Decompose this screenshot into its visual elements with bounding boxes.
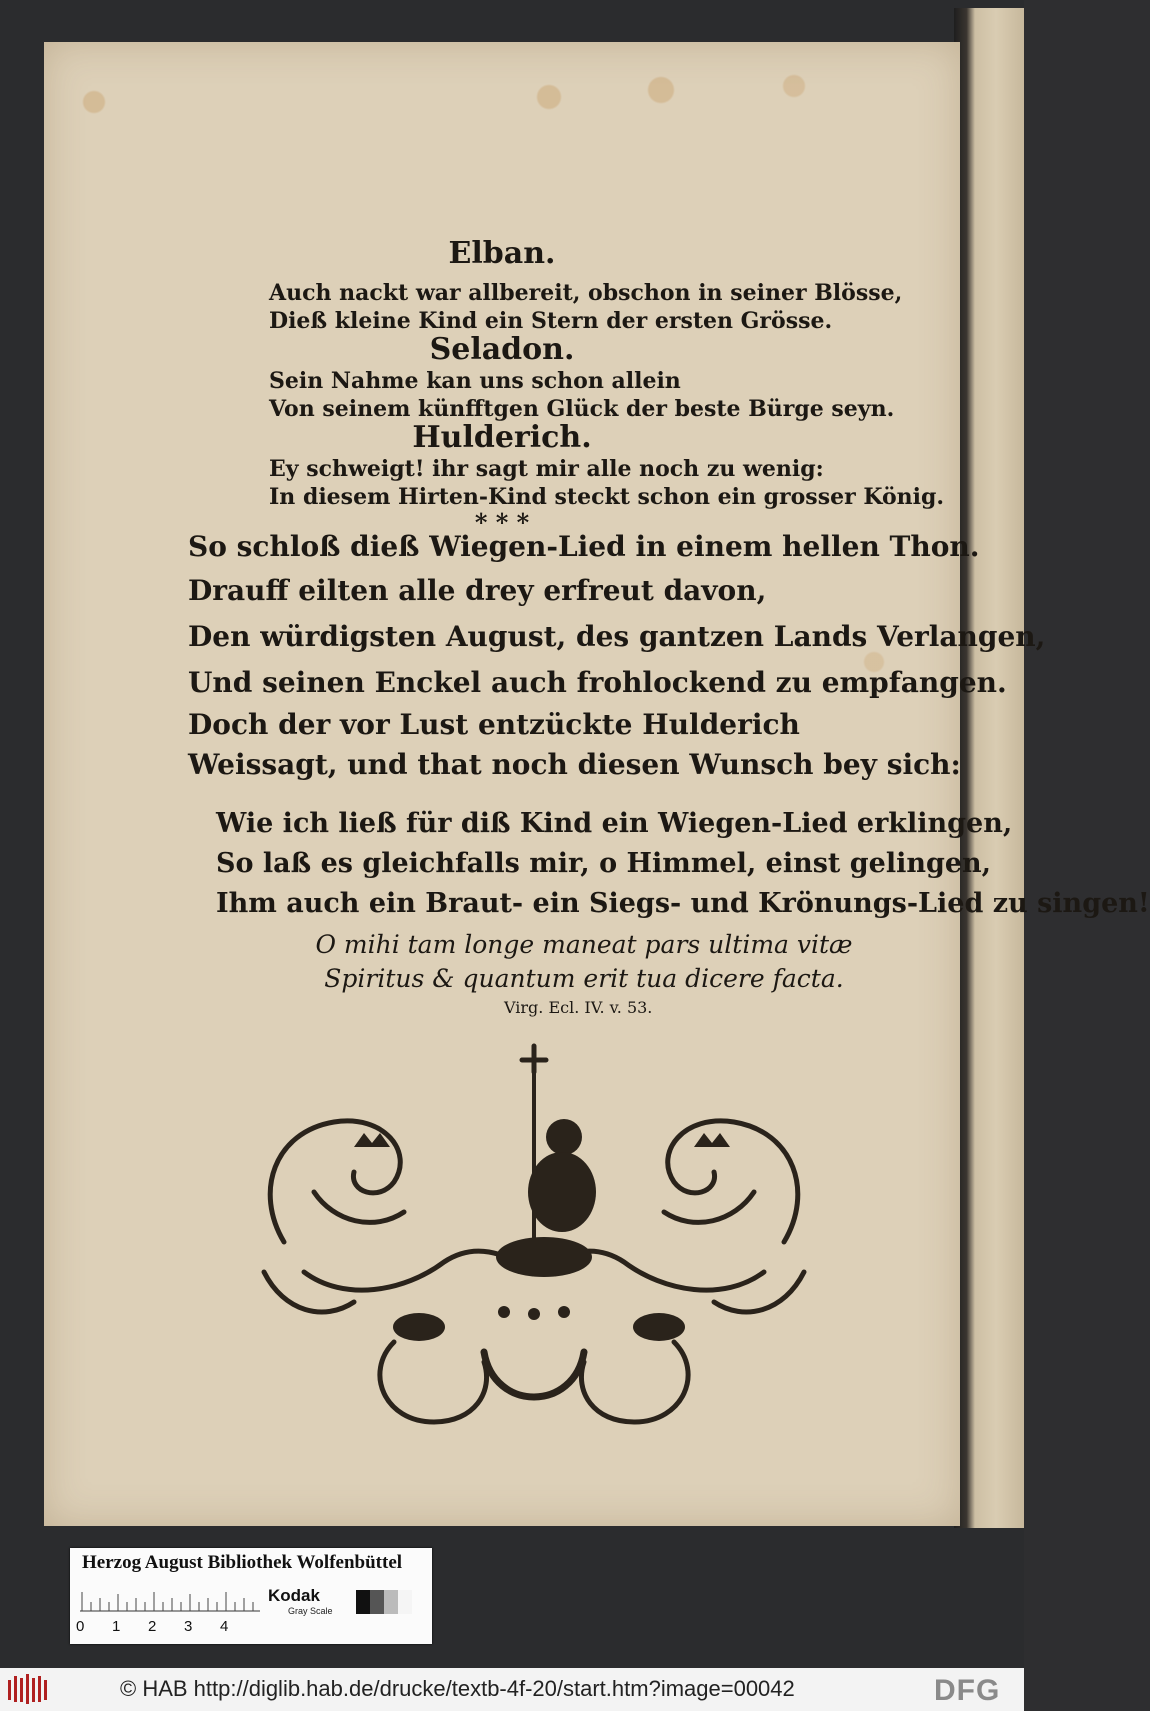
dialog-line: In diesem Hirten-Kind steckt schon ein grosser König. <box>269 484 945 510</box>
speaker-hulderich: Hulderich. <box>412 420 592 455</box>
latin-quote-line: Spiritus & quantum erit tua dicere facta. <box>324 964 844 993</box>
gray-patch <box>370 1590 384 1614</box>
wish-line: Wie ich ließ für diß Kind ein Wiegen-Lied erklingen, <box>216 808 1013 839</box>
verse-line: Drauff eilten alle drey erfreut davon, <box>188 574 767 607</box>
page-edge <box>954 8 1024 1528</box>
gray-patch <box>356 1590 370 1614</box>
ruler-number: 0 <box>76 1618 85 1635</box>
hab-logo-icon <box>6 1672 50 1706</box>
ruler-icon <box>80 1588 260 1612</box>
ruler-number: 1 <box>112 1618 121 1635</box>
latin-quote-line: O mihi tam longe maneat pars ultima vitæ <box>315 930 853 959</box>
dfg-logo-icon: DFG <box>934 1674 1001 1707</box>
verse-line: So schloß dieß Wiegen-Lied in einem hellen Thon. <box>188 530 980 563</box>
wish-line: So laß es gleichfalls mir, o Himmel, einst gelingen, <box>216 848 992 879</box>
grayscale-label: Gray Scale <box>288 1606 333 1616</box>
book-page <box>44 42 1150 1526</box>
gray-patch <box>398 1590 412 1614</box>
dialog-line: Sein Nahme kan uns schon allein <box>269 368 681 394</box>
dialog-line: Dieß kleine Kind ein Stern der ersten Grösse. <box>269 308 833 334</box>
dialog-line: Auch nackt war allbereit, obschon in seiner Blösse, <box>269 280 903 306</box>
dialog-line: Von seinem künfftgen Glück der beste Bürge seyn. <box>269 396 895 422</box>
library-label: Herzog August Bibliothek Wolfenbüttel <box>82 1552 403 1573</box>
gray-patch <box>384 1590 398 1614</box>
dialog-line: Ey schweigt! ihr sagt mir alle noch zu wenig: <box>269 456 824 482</box>
ruler-number: 2 <box>148 1618 157 1635</box>
verse-line: Weissagt, und that noch diesen Wunsch bey sich: <box>188 748 961 781</box>
asterism-separator: * * * <box>474 508 530 537</box>
ruler-number: 3 <box>184 1618 193 1635</box>
speaker-elban: Elban. <box>448 236 556 271</box>
ruler-number: 4 <box>220 1618 229 1635</box>
verse-line: Den würdigsten August, des gantzen Lands Verlangen, <box>188 620 1046 653</box>
citation: Virg. Ecl. IV. v. 53. <box>504 998 653 1017</box>
speaker-seladon: Seladon. <box>429 332 575 367</box>
ornament-vignette-icon <box>244 1042 824 1462</box>
color-calibration-card <box>70 1548 432 1644</box>
wish-line: Ihm auch ein Braut- ein Siegs- und Krönungs-Lied zu singen! <box>216 888 1150 919</box>
gray-patches <box>356 1590 412 1614</box>
verse-line: Und seinen Enckel auch frohlockend zu empfangen. <box>188 666 1007 699</box>
copyright-link[interactable]: © HAB http://diglib.hab.de/drucke/textb-4f-20/start.htm?image=00042 <box>120 1676 795 1701</box>
verse-line: Doch der vor Lust entzückte Hulderich <box>188 708 800 741</box>
kodak-label: Kodak <box>268 1586 320 1605</box>
